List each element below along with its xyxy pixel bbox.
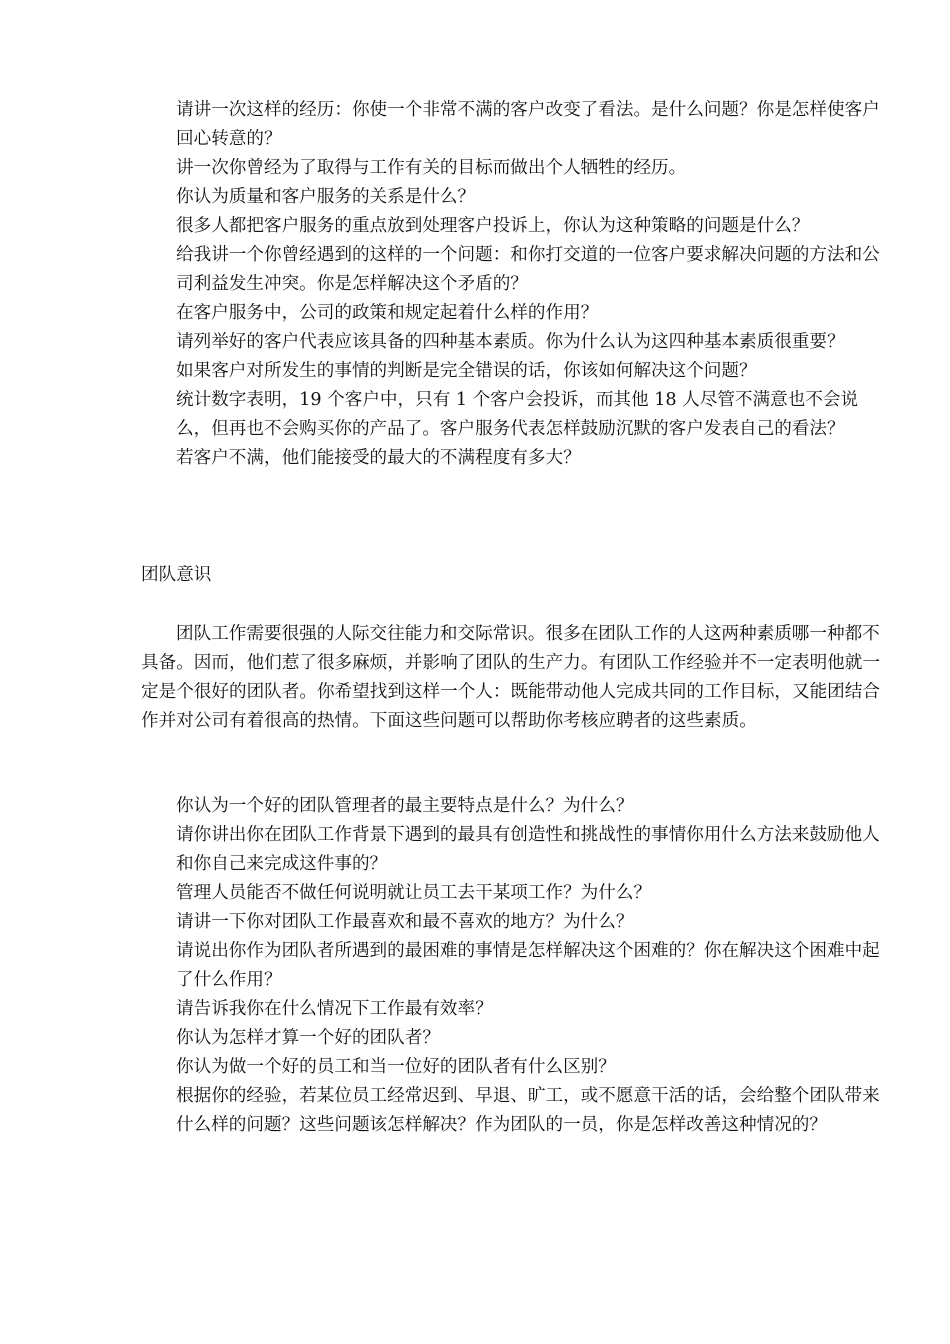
- question-item: 请说出你作为团队者所遇到的最困难的事情是怎样解决这个困难的？你在解决这个困难中起了什么作用？: [176, 941, 880, 990]
- question-item: 请讲一下你对团队工作最喜欢和最不喜欢的地方？为什么？: [176, 912, 634, 932]
- question-item: 很多人都把客户服务的重点放到处理客户投诉上，你认为这种策略的问题是什么？: [176, 216, 810, 236]
- question-item: 统计数字表明，19 个客户中，只有 1 个客户会投诉，而其他 18 人尽管不满意也不会说么，但再也不会购买你的产品了。客户服务代表怎样鼓励沉默的客户发表自己的看法？: [176, 390, 859, 439]
- question-item: 请列举好的客户代表应该具备的四种基本素质。你为什么认为这四种基本素质很重要？: [176, 332, 845, 352]
- question-item: 请讲一次这样的经历：你使一个非常不满的客户改变了看法。是什么问题？你是怎样使客户回心转意的？: [176, 100, 880, 149]
- question-item: 根据你的经验，若某位员工经常迟到、早退、旷工，或不愿意干活的话，会给整个团队带来什么样的问题？这些问题该怎样解决？作为团队的一员，你是怎样改善这种情况的？: [176, 1086, 880, 1135]
- question-item: 管理人员能否不做任何说明就让员工去干某项工作？为什么？: [176, 883, 652, 903]
- question-item: 你认为做一个好的员工和当一位好的团队者有什么区别？: [176, 1057, 616, 1077]
- question-item: 请你讲出你在团队工作背景下遇到的最具有创造性和挑战性的事情你用什么方法来鼓励他人和你自己来完成这件事的？: [176, 825, 880, 874]
- question-item: 你认为怎样才算一个好的团队者？: [176, 1028, 440, 1048]
- question-item: 你认为质量和客户服务的关系是什么？: [176, 187, 476, 207]
- section-heading-team: 团队意识: [141, 565, 212, 585]
- question-item: 你认为一个好的团队管理者的最主要特点是什么？为什么？: [176, 796, 634, 816]
- question-item: 讲一次你曾经为了取得与工作有关的目标而做出个人牺牲的经历。: [176, 158, 687, 178]
- question-item: 在客户服务中，公司的政策和规定起着什么样的作用？: [176, 303, 599, 323]
- team-question-list: [176, 792, 882, 1140]
- question-item: 如果客户对所发生的事情的判断是完全错误的话，你该如何解决这个问题？: [176, 361, 757, 381]
- question-item: 请告诉我你在什么情况下工作最有效率？: [176, 999, 493, 1019]
- question-item: 若客户不满，他们能接受的最大的不满程度有多大？: [176, 448, 581, 468]
- team-intro-paragraph: 团队工作需要很强的人际交往能力和交际常识。很多在团队工作的人这两种素质哪一种都不具备。因而，他们惹了很多麻烦，并影响了团队的生产力。有团队工作经验并不一定表明他就一定是个很好的团队者。你希望找到这样一个人：既能带动他人完成共同的工作目标，又能团结合作并对公司有着很高的热情。下面这些问题可以帮助你考核应聘者的这些素质。: [141, 624, 880, 731]
- question-item: 给我讲一个你曾经遇到的这样的一个问题：和你打交道的一位客户要求解决问题的方法和公司利益发生冲突。你是怎样解决这个矛盾的？: [176, 245, 880, 294]
- customer-service-question-list: [176, 96, 882, 473]
